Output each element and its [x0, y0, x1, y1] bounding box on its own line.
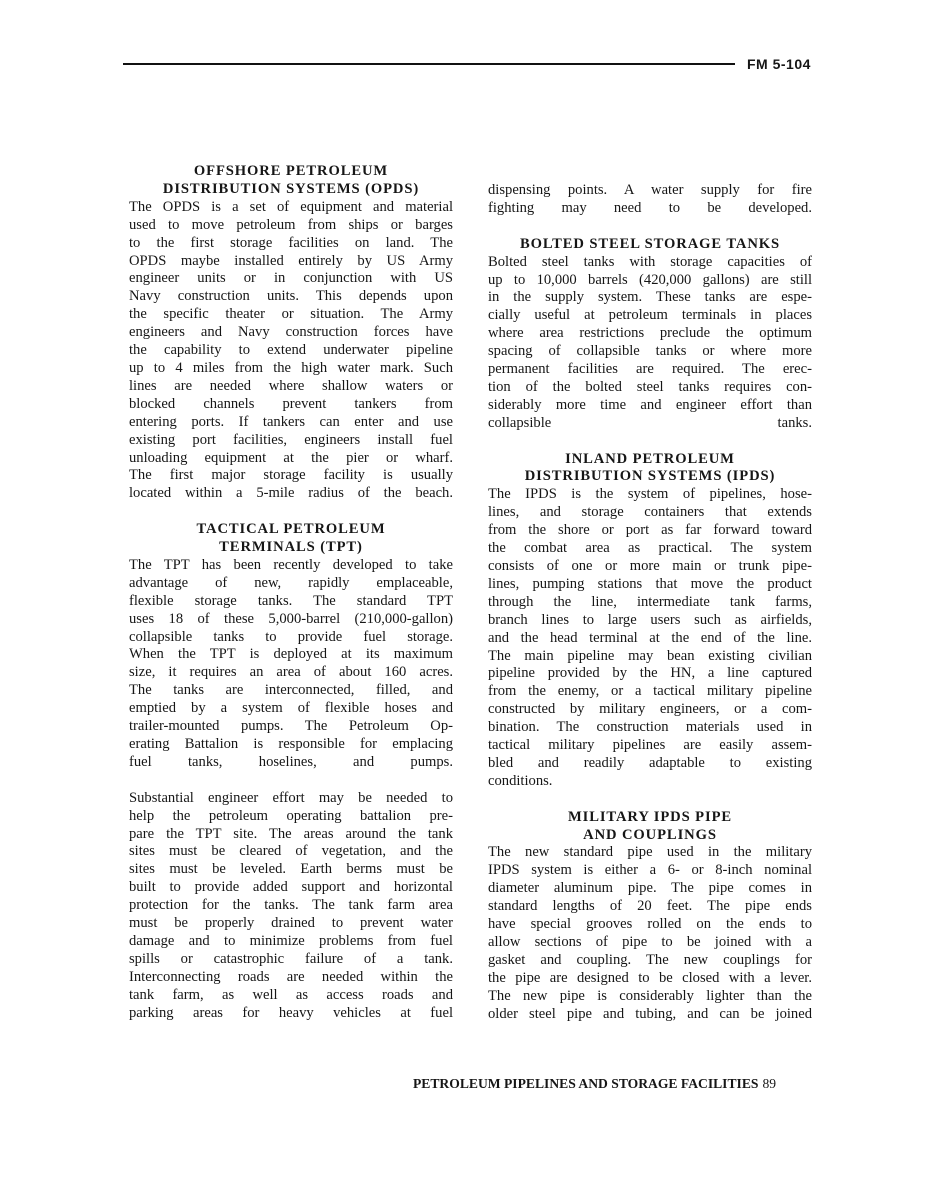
text-line: entering ports. If tankers can enter and use [129, 413, 453, 430]
text-line: size, it requires an area of about 160 acres. [129, 664, 453, 681]
text-line: older steel pipe and tubing, and can be joined [488, 1005, 812, 1022]
text-line: tank farm, as well as access roads and [129, 986, 453, 1003]
text-line: The new standard pipe used in the military [488, 844, 812, 861]
paragraph-continued [488, 182, 812, 218]
text-line: The IPDS is the system of pipelines, hose- [488, 486, 812, 503]
page-number: 89 [762, 1076, 777, 1091]
text-line: engineer units or in conjunction with US [129, 270, 453, 287]
text-line: The new pipe is considerably lighter than the [488, 987, 812, 1004]
text-line: conditions. [488, 772, 553, 789]
text-line: permanent facilities are required. The erec- [488, 361, 812, 378]
text-line: Navy construction units. This depends upon [129, 288, 453, 305]
text-line: the capability to extend underwater pipeline [129, 342, 453, 359]
text-line: advantage of new, rapidly emplaceable, [129, 574, 453, 591]
text-line: consists of one or more main or trunk pipe- [488, 558, 812, 574]
heading-pipe-line1: MILITARY IPDS PIPE [567, 808, 733, 825]
text-line: branch lines to large users such as airfields, [488, 611, 812, 628]
heading-pipe-line2: AND COUPLINGS [583, 826, 717, 843]
text-line: sites must be cleared of vegetation, and the [129, 843, 453, 860]
text-line: fuel tanks, hoselines, and pumps. [129, 753, 453, 770]
right-column [488, 182, 812, 1024]
text-line: bination. The construction materials used in [488, 719, 812, 736]
paragraph-tpt [129, 557, 453, 772]
footer-chapter-title: PETROLEUM PIPELINES AND STORAGE FACILITIES [413, 1076, 759, 1091]
text-line: When the TPT is deployed at its maximum [129, 646, 453, 663]
text-line: the specific theater or situation. The Army [129, 306, 453, 323]
heading-opds-line1: OFFSHORE PETROLEUM [193, 163, 389, 179]
text-line: pipeline provided by the HN, a line captured [488, 665, 812, 682]
text-line: protection for the tanks. The tank farm area [129, 897, 453, 914]
text-line: damage and to minimize problems from fuel [129, 932, 453, 949]
text-line: and the head terminal at the end of the line. [488, 629, 812, 646]
paragraph-bolted-steel [488, 254, 812, 433]
text-line: pare the TPT site. The areas around the tank [129, 825, 453, 842]
text-line: IPDS system is either a 6- or 8-inch nominal [488, 862, 812, 879]
paragraph-ipds [488, 486, 812, 790]
text-line: help the petroleum operating battalion pre- [129, 807, 453, 824]
text-line: diameter aluminum pipe. The pipe comes in [488, 880, 812, 897]
text-line: lines, pumping stations that move the product [488, 575, 812, 592]
paragraph-pipe [488, 844, 812, 1023]
text-line: standard lengths of 20 feet. The pipe ends [488, 898, 812, 915]
text-line: where area restrictions preclude the optimum [488, 325, 812, 342]
text-line: allow sections of pipe to be joined with a [488, 934, 812, 951]
text-line: have special grooves rolled on the ends to [488, 916, 812, 933]
text-line: parking areas for heavy vehicles at fuel [129, 1004, 453, 1021]
text-line: to the first storage facilities on land. The [129, 234, 453, 251]
text-line: tactical military pipelines are easily assem- [488, 737, 812, 754]
text-line: spacing of collapsible tanks or where more [488, 343, 812, 360]
text-line: erating Battalion is responsible for emplacing [129, 735, 453, 752]
text-line: in the supply system. These tanks are espe- [488, 289, 812, 306]
text-line: The main pipeline may bean existing civilian [488, 647, 812, 664]
text-line: located within a 5-mile radius of the beach. [129, 485, 453, 502]
header-rule [123, 63, 735, 65]
left-column [129, 163, 453, 1022]
text-line: spills or catastrophic failure of a tank. [129, 950, 453, 967]
text-line: The tanks are interconnected, filled, and [129, 682, 453, 699]
text-line: engineers and Navy construction forces have [129, 324, 453, 341]
text-line: through the line, intermediate tank farms, [488, 593, 812, 610]
text-line: Substantial engineer effort may be needed to [129, 789, 453, 806]
text-line: collapsible tanks to provide fuel storage. [129, 628, 453, 645]
text-line: gasket and coupling. The new couplings for [488, 951, 812, 968]
text-line: blocked channels prevent tankers from [129, 395, 453, 412]
text-line: built to provide added support and horizontal [129, 879, 453, 896]
text-line: The TPT has been recently developed to take [129, 556, 453, 573]
section-gap [488, 791, 812, 809]
text-line: emptied by a system of flexible hoses and [129, 700, 453, 717]
text-line: dispensing points. A water supply for fire [488, 182, 812, 198]
text-line: trailer-mounted pumps. The Petroleum Op- [129, 718, 453, 735]
text-line: from the shore or port as far forward toward [488, 522, 812, 539]
text-line: cially useful at petroleum terminals in places [488, 307, 812, 324]
text-line: unloading equipment at the pier or wharf. [129, 449, 453, 466]
paragraph-opds [129, 199, 453, 503]
text-line: flexible storage tanks. The standard TPT [129, 592, 453, 609]
heading-bolted-steel: BOLTED STEEL STORAGE TANKS [519, 235, 781, 252]
text-line: siderably more time and engineer effort than [488, 396, 812, 413]
text-line: used to move petroleum from ships or barges [129, 216, 453, 233]
heading-ipds-line2: DISTRIBUTION SYSTEMS (IPDS) [524, 468, 776, 485]
section-gap [129, 503, 453, 521]
heading-ipds-line1: INLAND PETROLEUM [565, 450, 735, 467]
section-gap [488, 433, 812, 451]
text-line: lines, and storage containers that extends [488, 504, 812, 521]
heading-opds-line2: DISTRIBUTION SYSTEMS (OPDS) [162, 180, 420, 197]
text-line: constructed by military engineers, or a com- [488, 701, 812, 718]
section-gap [129, 772, 453, 790]
section-gap [488, 218, 812, 236]
text-line: the pipe are designed to be closed with a lever. [488, 969, 812, 986]
text-line: fighting may need to be developed. [488, 199, 812, 216]
page-footer [413, 1076, 776, 1092]
document-code: FM 5-104 [747, 56, 811, 72]
text-line: The OPDS is a set of equipment and material [129, 198, 453, 215]
text-line: Bolted steel tanks with storage capacities of [488, 253, 812, 270]
text-line: The first major storage facility is usually [129, 467, 453, 484]
text-line: tion of the bolted steel tanks requires con- [488, 378, 812, 395]
heading-tpt-line2: TERMINALS (TPT) [219, 539, 363, 556]
heading-tpt-line1: TACTICAL PETROLEUM [196, 521, 386, 538]
text-line: existing port facilities, engineers install fuel [129, 431, 453, 448]
text-line: up to 10,000 barrels (420,000 gallons) are still [488, 271, 812, 288]
text-line: OPDS maybe installed entirely by US Army [129, 252, 453, 269]
paragraph-tpt-site [129, 790, 453, 1023]
text-line: uses 18 of these 5,000-barrel (210,000-gallon) [129, 610, 453, 627]
text-line: sites must be leveled. Earth berms must be [129, 861, 453, 878]
text-line: from the enemy, or a tactical military pipeline [488, 683, 812, 700]
text-line: collapsible tanks. [488, 414, 812, 431]
text-line: Interconnecting roads are needed within the [129, 968, 453, 985]
text-line: the combat area as practical. The system [488, 540, 812, 557]
text-line: up to 4 miles from the high water mark. Such [129, 359, 453, 376]
text-line: bled and readily adaptable to existing [488, 754, 812, 771]
text-line: must be properly drained to prevent water [129, 915, 453, 932]
text-line: lines are needed where shallow waters or [129, 377, 453, 394]
